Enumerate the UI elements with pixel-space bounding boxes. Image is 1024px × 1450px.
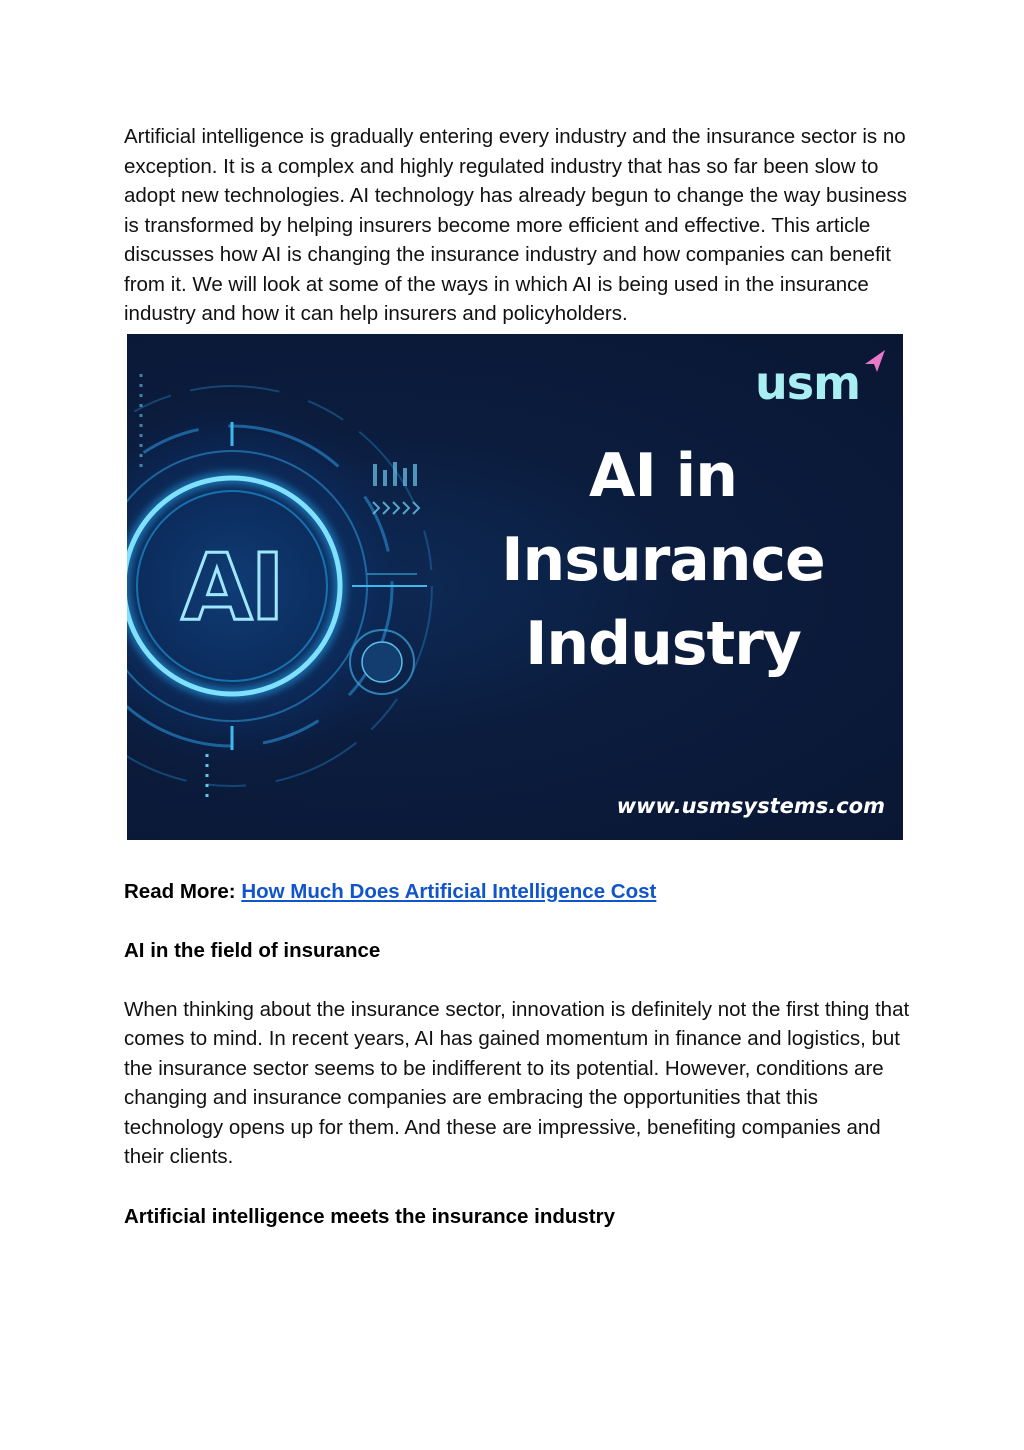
banner-url: www.usmsystems.com <box>616 793 885 818</box>
read-more-line <box>124 877 914 906</box>
banner-headline <box>463 434 863 686</box>
intro-paragraph: Artificial intelligence is gradually entering every industry and the insurance sector is no exception. It is a complex and highly regulated industry that has so far been slow to adopt new technologies. AI technology has already begun to change the way business is transformed by helping insurers become more efficient and effective. This article discusses how AI is changing the insurance industry and how companies can benefit from it. We will look at some of the ways in which AI is being used in the insurance industry and how it can help insurers and policyholders. <box>124 125 907 325</box>
usm-logo <box>755 356 860 410</box>
section-heading-ai-field: AI in the field of insurance <box>124 938 381 962</box>
ai-insurance-banner-image <box>127 334 903 840</box>
headline-line-2: Insurance <box>501 524 825 595</box>
paper-plane-icon <box>865 350 885 372</box>
headline-line-3: Industry <box>525 608 801 679</box>
document-content <box>124 122 914 1231</box>
section-heading-ai-meets-insurance: Artificial intelligence meets the insurance industry <box>124 1204 615 1228</box>
section-paragraph-ai-field: When thinking about the insurance sector, innovation is definitely not the first thing that comes to mind. In recent years, AI has gained momentum in finance and logistics, but the insurance sector seems to be indifferent to its potential. However, conditions are changing and insurance companies are embracing the opportunities that this technology opens up for them. And these are impressive, benefiting companies and their clients. <box>124 997 910 1168</box>
ai-emblem-text: AI <box>181 533 283 641</box>
headline-line-1: AI in <box>589 440 737 511</box>
read-more-label: Read More: <box>124 879 236 903</box>
read-more-link[interactable]: How Much Does Artificial Intelligence Cost <box>241 879 657 903</box>
usm-logo-text: usm <box>755 355 861 410</box>
